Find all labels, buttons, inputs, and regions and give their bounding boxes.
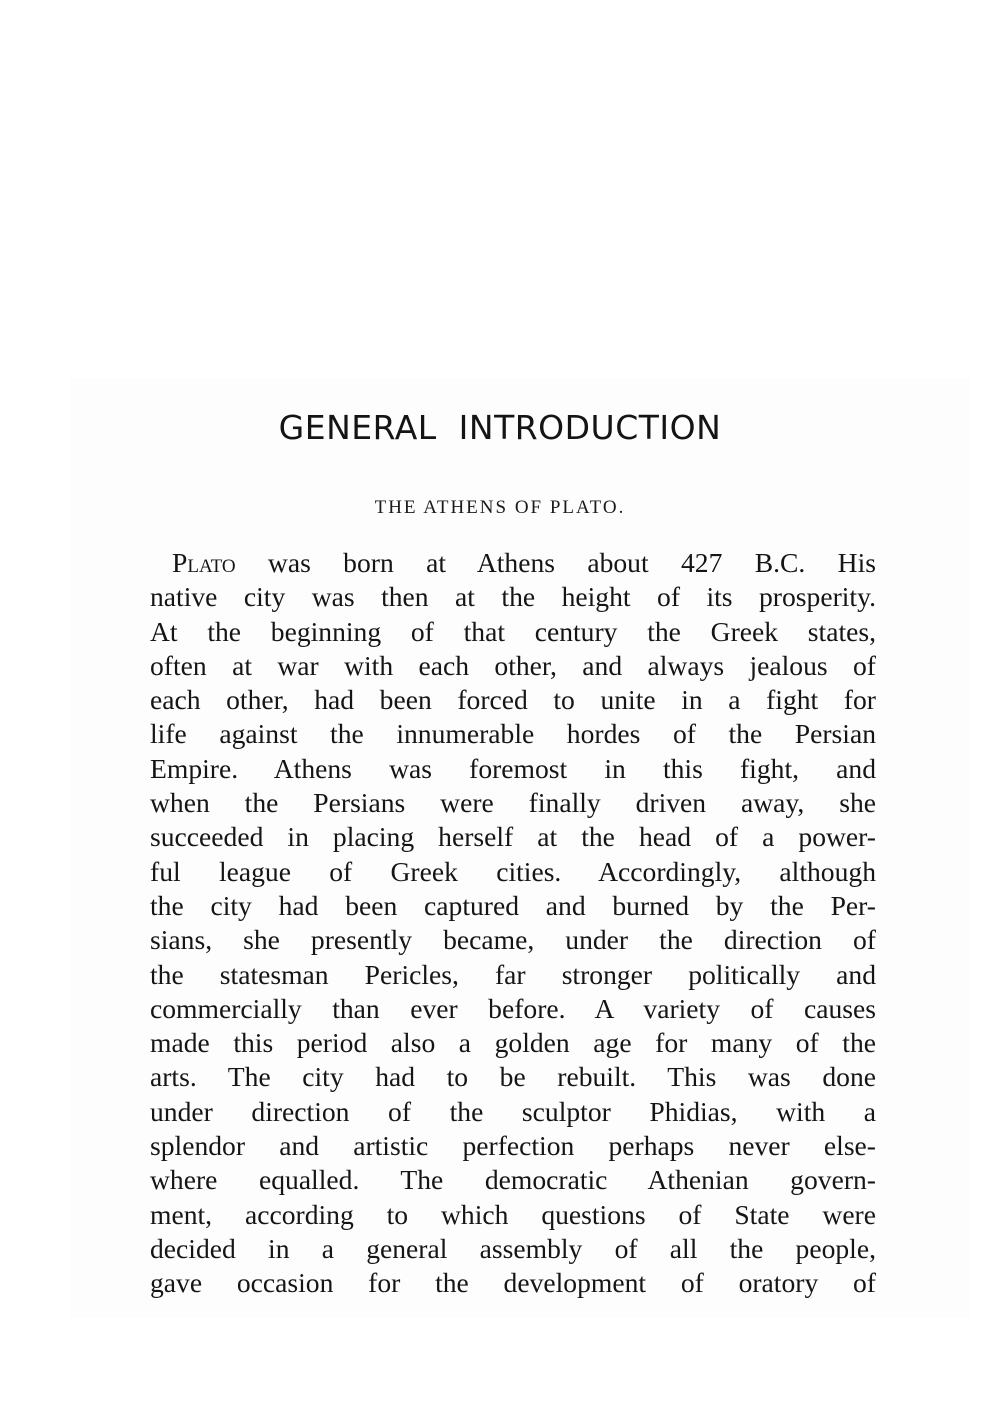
lead-word: Plato xyxy=(172,547,236,578)
text-line: succeeded in placing herself at the head of a power- xyxy=(150,821,876,853)
text-line: where equalled. The democratic Athenian govern- xyxy=(150,1164,876,1196)
text-line: ful league of Greek cities. Accordingly, although xyxy=(150,855,876,887)
text-line: sians, she presently became, under the direction of xyxy=(150,924,876,956)
text-line: At the beginning of that century the Greek states, xyxy=(150,615,876,647)
text-line: ment, according to which questions of State were xyxy=(150,1198,876,1230)
text-line: the city had been captured and burned by the Per- xyxy=(150,889,876,921)
text-line: Plato was born at Athens about 427 B.C. His xyxy=(172,547,876,578)
text-line: life against the innumerable hordes of the Persian xyxy=(150,718,876,750)
text-line: decided in a general assembly of all the people, xyxy=(150,1232,876,1264)
text-line: native city was then at the height of its prosperity. xyxy=(150,581,876,613)
text-line: each other, had been forced to unite in a fight for xyxy=(150,684,876,716)
chapter-title: GENERAL INTRODUCTION xyxy=(278,408,722,447)
body-paragraph xyxy=(150,546,876,1301)
text-line: when the Persians were finally driven away, she xyxy=(150,787,876,819)
text-line: the statesman Pericles, far stronger politically and xyxy=(150,958,876,990)
text-line: splendor and artistic perfection perhaps never else- xyxy=(150,1130,876,1162)
text-line: commercially than ever before. A variety of causes xyxy=(150,992,876,1024)
text-line: arts. The city had to be rebuilt. This was done xyxy=(150,1061,876,1093)
text-line: gave occasion for the development of oratory of xyxy=(150,1267,876,1299)
section-title: THE ATHENS OF PLATO. xyxy=(374,497,626,518)
text-line: under direction of the sculptor Phidias, with a xyxy=(150,1095,876,1127)
text-line: Empire. Athens was foremost in this fight, and xyxy=(150,752,876,784)
text-line: made this period also a golden age for many of the xyxy=(150,1027,876,1059)
text-line: often at war with each other, and always jealous of xyxy=(150,649,876,681)
